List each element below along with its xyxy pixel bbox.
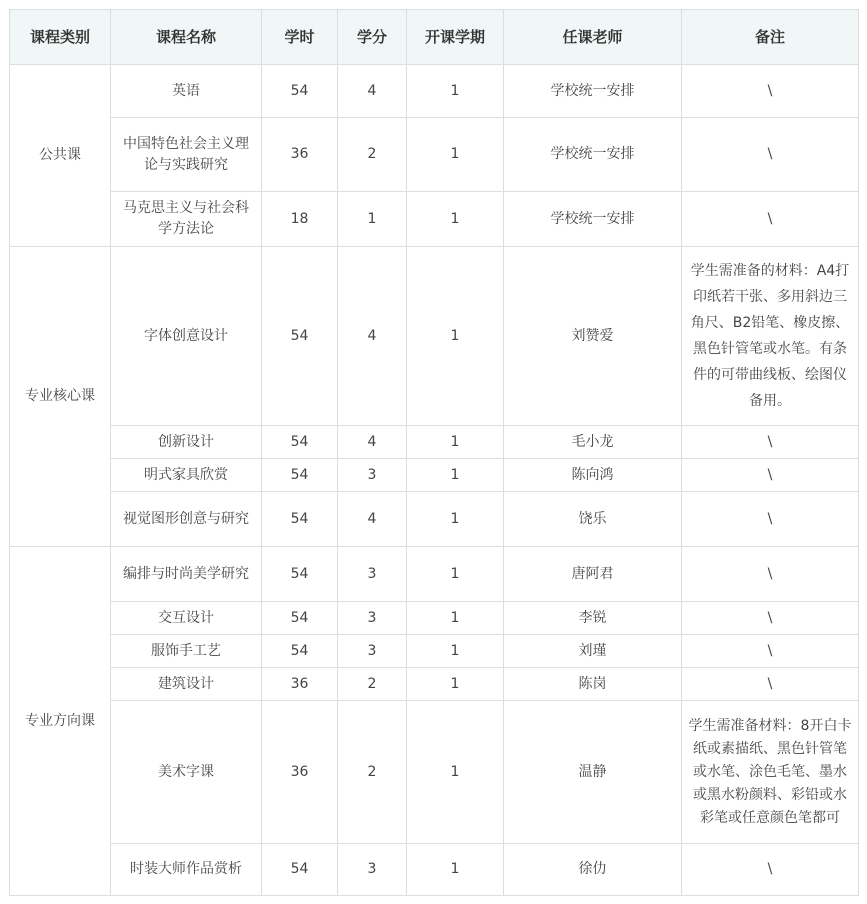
hours: 54	[262, 602, 338, 635]
category-cell: 公共课	[10, 65, 111, 247]
teacher: 毛小龙	[504, 426, 682, 459]
hours: 36	[262, 118, 338, 192]
note: \	[682, 192, 859, 247]
semester: 1	[407, 701, 504, 844]
table-row	[10, 118, 859, 192]
teacher: 温静	[504, 701, 682, 844]
note: \	[682, 459, 859, 492]
credits: 3	[338, 547, 407, 602]
semester: 1	[407, 192, 504, 247]
course-name: 交互设计	[111, 602, 262, 635]
note: \	[682, 492, 859, 547]
table-row	[10, 426, 859, 459]
note: \	[682, 635, 859, 668]
credits: 3	[338, 602, 407, 635]
credits: 3	[338, 844, 407, 896]
course-name: 马克思主义与社会科学方法论	[111, 192, 262, 247]
teacher: 学校统一安排	[504, 192, 682, 247]
credits: 4	[338, 426, 407, 459]
table-row	[10, 247, 859, 426]
credits: 3	[338, 459, 407, 492]
note: \	[682, 844, 859, 896]
course-name: 时装大师作品赏析	[111, 844, 262, 896]
table-row	[10, 65, 859, 118]
semester: 1	[407, 844, 504, 896]
course-name: 中国特色社会主义理论与实践研究	[111, 118, 262, 192]
credits: 4	[338, 492, 407, 547]
teacher: 饶乐	[504, 492, 682, 547]
teacher: 学校统一安排	[504, 118, 682, 192]
category-cell: 专业方向课	[10, 547, 111, 896]
course-name: 编排与时尚美学研究	[111, 547, 262, 602]
table-row	[10, 547, 859, 602]
course-name: 创新设计	[111, 426, 262, 459]
table-row	[10, 844, 859, 896]
hours: 18	[262, 192, 338, 247]
header-teacher: 任课老师	[504, 10, 682, 65]
hours: 54	[262, 426, 338, 459]
semester: 1	[407, 492, 504, 547]
course-name: 英语	[111, 65, 262, 118]
note: 学生需准备的材料：A4打印纸若干张、多用斜边三角尺、B2铅笔、橡皮擦、黑色针管笔或水笔。有条件的可带曲线板、绘图仪备用。	[682, 247, 859, 426]
note: \	[682, 426, 859, 459]
header-notes: 备注	[682, 10, 859, 65]
credits: 4	[338, 65, 407, 118]
hours: 54	[262, 459, 338, 492]
category-cell: 专业核心课	[10, 247, 111, 547]
course-name: 明式家具欣赏	[111, 459, 262, 492]
semester: 1	[407, 426, 504, 459]
hours: 54	[262, 492, 338, 547]
semester: 1	[407, 65, 504, 118]
semester: 1	[407, 668, 504, 701]
header-category: 课程类别	[10, 10, 111, 65]
credits: 3	[338, 635, 407, 668]
note: \	[682, 668, 859, 701]
teacher: 李锐	[504, 602, 682, 635]
hours: 36	[262, 701, 338, 844]
semester: 1	[407, 635, 504, 668]
semester: 1	[407, 547, 504, 602]
header-course-name: 课程名称	[111, 10, 262, 65]
note: \	[682, 65, 859, 118]
teacher: 徐仂	[504, 844, 682, 896]
table-row	[10, 635, 859, 668]
credits: 1	[338, 192, 407, 247]
header-credits: 学分	[338, 10, 407, 65]
header-hours: 学时	[262, 10, 338, 65]
hours: 54	[262, 844, 338, 896]
note: 学生需准备材料：8开白卡纸或素描纸、黑色针管笔或水笔、涂色毛笔、墨水或黑水粉颜料、彩铅或水彩笔或任意颜色笔都可	[682, 701, 859, 844]
note: \	[682, 602, 859, 635]
credits: 4	[338, 247, 407, 426]
table-row	[10, 602, 859, 635]
table-row	[10, 459, 859, 492]
course-table	[9, 9, 859, 896]
hours: 54	[262, 547, 338, 602]
hours: 54	[262, 635, 338, 668]
teacher: 刘赞爱	[504, 247, 682, 426]
course-name: 字体创意设计	[111, 247, 262, 426]
note: \	[682, 118, 859, 192]
table-row	[10, 701, 859, 844]
hours: 36	[262, 668, 338, 701]
teacher: 陈岗	[504, 668, 682, 701]
semester: 1	[407, 459, 504, 492]
credits: 2	[338, 118, 407, 192]
note: \	[682, 547, 859, 602]
teacher: 刘瑾	[504, 635, 682, 668]
hours: 54	[262, 247, 338, 426]
semester: 1	[407, 602, 504, 635]
teacher: 陈向鸿	[504, 459, 682, 492]
course-name: 视觉图形创意与研究	[111, 492, 262, 547]
teacher: 学校统一安排	[504, 65, 682, 118]
course-name: 服饰手工艺	[111, 635, 262, 668]
table-header-row	[10, 10, 859, 65]
table-row	[10, 492, 859, 547]
table-row	[10, 192, 859, 247]
hours: 54	[262, 65, 338, 118]
credits: 2	[338, 701, 407, 844]
teacher: 唐阿君	[504, 547, 682, 602]
semester: 1	[407, 118, 504, 192]
course-name: 建筑设计	[111, 668, 262, 701]
header-semester: 开课学期	[407, 10, 504, 65]
course-name: 美术字课	[111, 701, 262, 844]
credits: 2	[338, 668, 407, 701]
semester: 1	[407, 247, 504, 426]
table-row	[10, 668, 859, 701]
